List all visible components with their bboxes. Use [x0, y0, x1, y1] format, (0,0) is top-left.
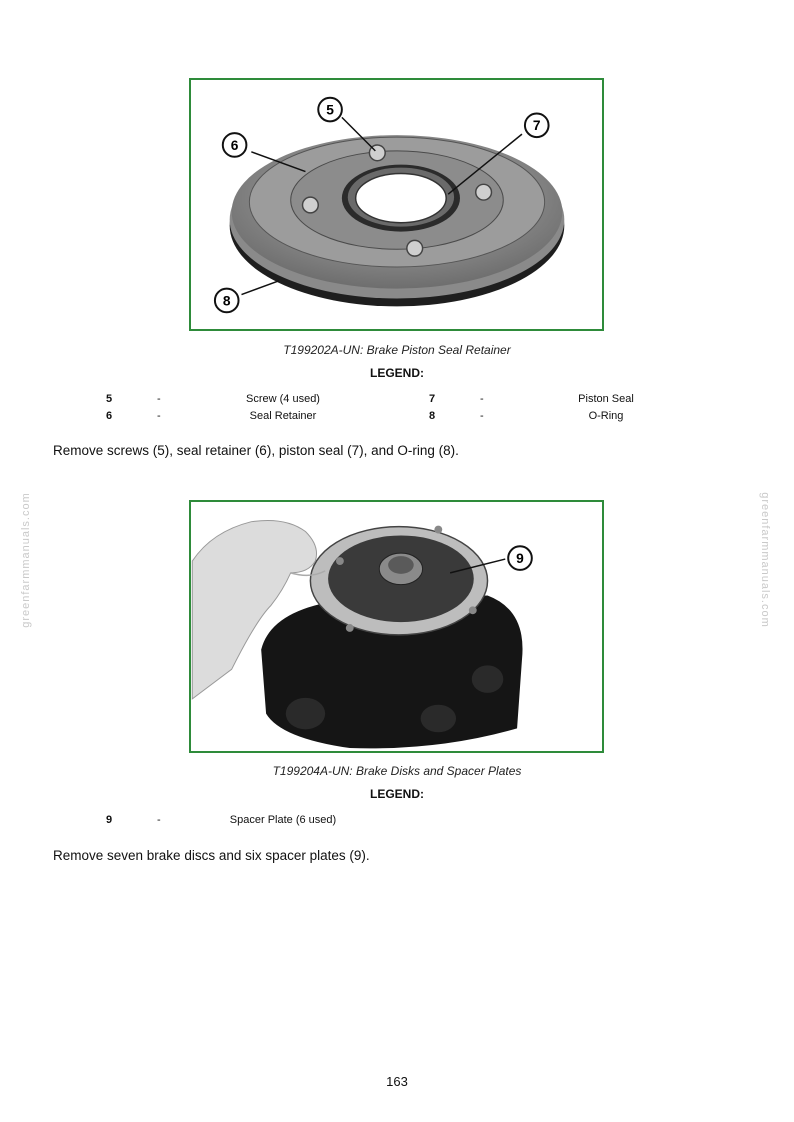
- figure-brake-disks: [189, 500, 604, 753]
- legend-text: Piston Seal: [578, 393, 634, 405]
- legend-number: 9: [106, 814, 113, 826]
- instruction-remove-discs: Remove seven brake discs and six spacer plates (9).: [53, 848, 370, 863]
- legend-number: 8: [429, 410, 436, 422]
- watermark-left: greenfarmmanuals.com: [20, 492, 32, 628]
- page-number: 163: [386, 1074, 408, 1089]
- callout-6: 6: [230, 137, 239, 153]
- brake-disks-illustration: [191, 502, 602, 751]
- seal-retainer-illustration: [191, 80, 602, 329]
- legend-text: Spacer Plate (6 used): [229, 814, 337, 826]
- legend-number: 7: [429, 393, 436, 405]
- callout-9: 9: [516, 551, 524, 567]
- legend-dash: -: [480, 410, 484, 422]
- legend-dash: -: [157, 393, 161, 405]
- legend-dash: -: [480, 393, 484, 405]
- figure1-caption: T199202A-UN: Brake Piston Seal Retainer: [283, 343, 511, 357]
- legend-text: O-Ring: [588, 410, 624, 422]
- callout-7: 7: [532, 118, 541, 134]
- callout-5: 5: [326, 102, 334, 118]
- watermark-right: greenfarmmanuals.com: [759, 492, 771, 628]
- legend-number: 5: [106, 393, 113, 405]
- legend-text: Seal Retainer: [249, 410, 317, 422]
- legend-dash: -: [157, 814, 161, 826]
- figure-seal-retainer: [189, 78, 604, 331]
- legend-number: 6: [106, 410, 113, 422]
- legend-text: Screw (4 used): [246, 393, 320, 405]
- callout-8: 8: [222, 293, 231, 309]
- figure2-legend-title: LEGEND:: [370, 787, 424, 801]
- legend-dash: -: [157, 410, 161, 422]
- figure1-legend-title: LEGEND:: [370, 366, 424, 380]
- figure2-caption: T199204A-UN: Brake Disks and Spacer Plates: [272, 764, 522, 778]
- instruction-remove-screws: Remove screws (5), seal retainer (6), piston seal (7), and O-ring (8).: [53, 443, 459, 458]
